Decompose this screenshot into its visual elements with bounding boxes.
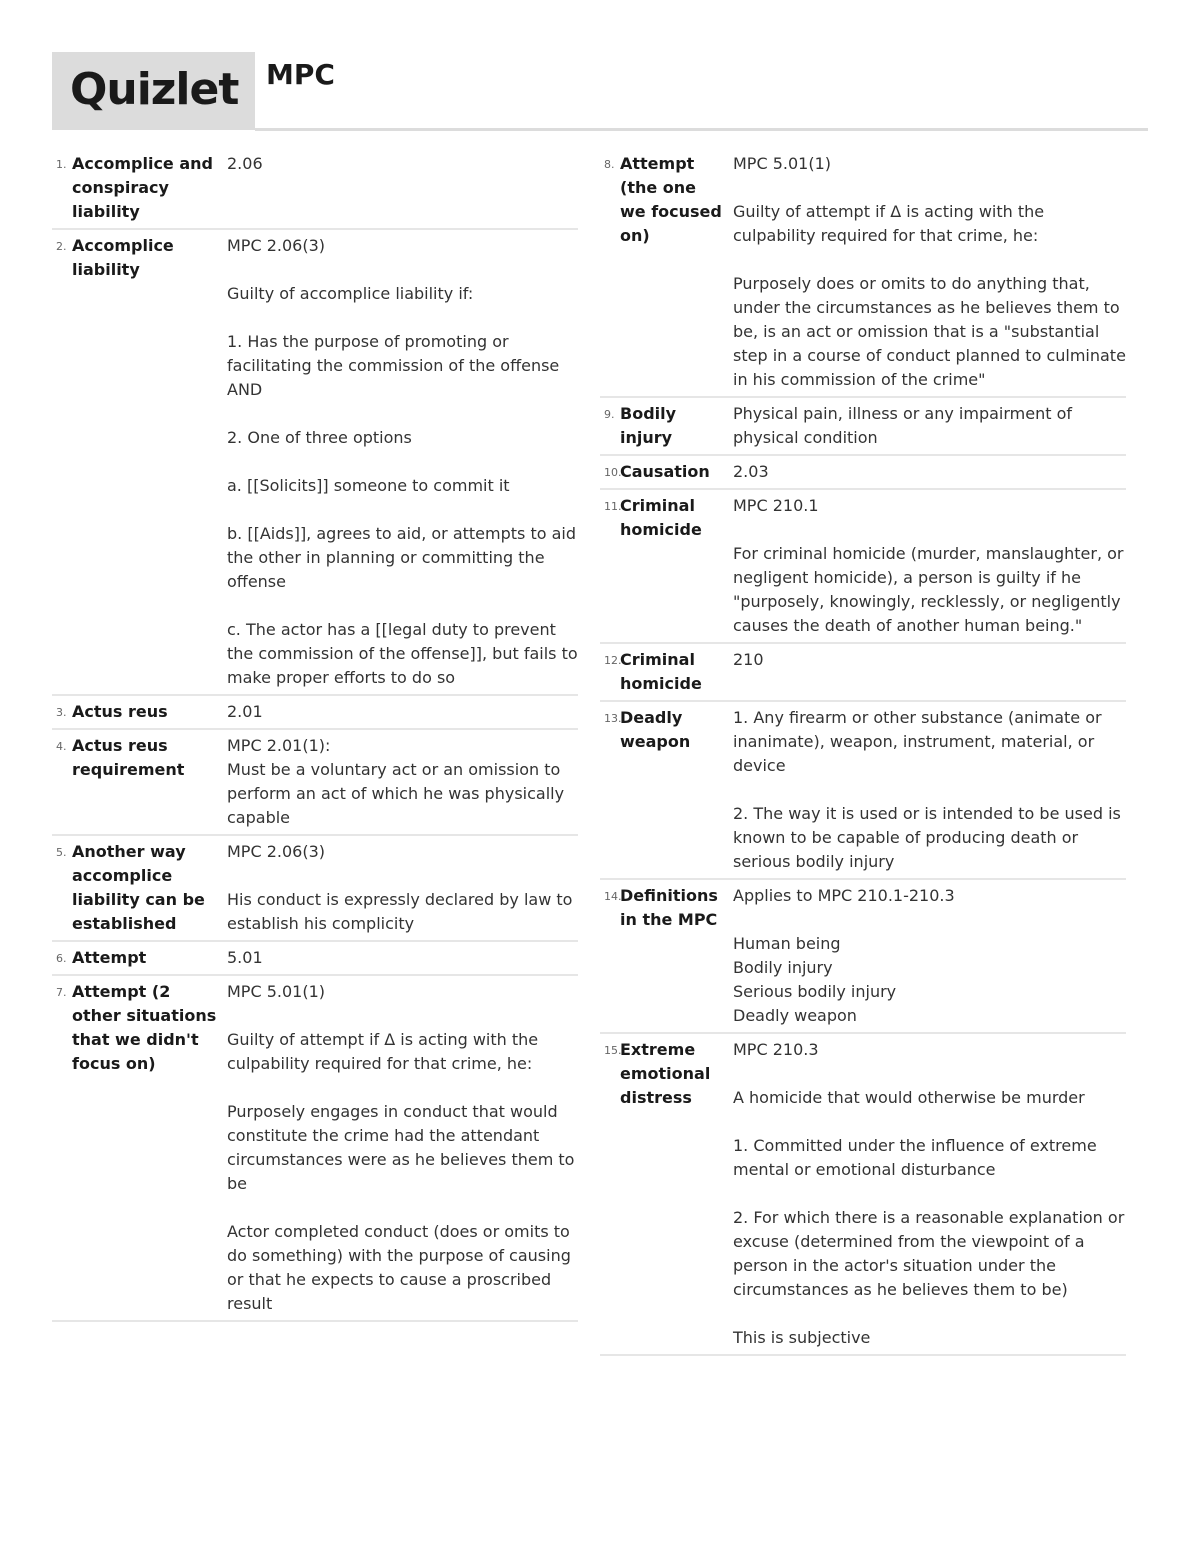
- card-term: Actus reus requirement: [72, 736, 185, 779]
- card-number: 15.: [604, 1044, 622, 1057]
- card-term: Attempt (2 other situations that we didn't focus on): [72, 982, 217, 1073]
- card-term: Bodily injury: [620, 404, 677, 447]
- card-number: 7.: [56, 986, 67, 999]
- card-definition: Physical pain, illness or any impairment of physical condition: [733, 404, 1078, 447]
- card-term: Extreme emotional distress: [620, 1040, 711, 1107]
- card-definition: 2.01: [227, 702, 263, 721]
- card-definition: MPC 2.06(3) His conduct is expressly declared by law to establish his complicity: [227, 842, 573, 933]
- card-number: 8.: [604, 158, 615, 171]
- cards-column-right: [600, 148, 1126, 1356]
- card-term: Accomplice liability: [72, 236, 174, 279]
- flashcard: [600, 880, 1126, 1034]
- card-number: 5.: [56, 846, 67, 859]
- cards-column-left: [52, 148, 578, 1322]
- card-term: Attempt (the one we focused on): [620, 154, 722, 245]
- card-definition: 1. Any firearm or other substance (animate or inanimate), weapon, instrument, material, or device 2. The way it is used or is intended to be used is known to be capable of producing death or serious bodily injury: [733, 708, 1121, 871]
- card-number: 1.: [56, 158, 67, 171]
- card-definition: Applies to MPC 210.1-210.3 Human being Bodily injury Serious bodily injury Deadly weapon: [733, 886, 955, 1025]
- card-number: 13.: [604, 712, 622, 725]
- card-definition: MPC 5.01(1) Guilty of attempt if Δ is acting with the culpability required for that crime, he: Purposely does or omits to do anything that, under the circumstances as he believes them to be, is an act or omission that is a "substantial step in a course of conduct planned to culminate in his commission of the crime": [733, 154, 1126, 389]
- card-term: Causation: [620, 462, 710, 481]
- flashcard: [600, 148, 1126, 398]
- flashcard: [52, 230, 578, 696]
- quizlet-logo: [52, 52, 255, 130]
- card-definition: MPC 2.06(3) Guilty of accomplice liability if: 1. Has the purpose of promoting or facilitating the commission of the offense AND 2. One of three options a. [[Solicits]] someone to commit it b. [[Aids]], agrees to aid, or attempts to aid the other in planning or committing the offense c. The actor has a [[legal duty to prevent the commission of the offense]], but fails to make proper efforts to do so: [227, 236, 578, 687]
- card-definition: MPC 210.3 A homicide that would otherwise be murder 1. Committed under the influence of extreme mental or emotional disturbance 2. For which there is a reasonable explanation or excuse (determined from the viewpoint of a person in the actor's situation under the circumstances as he believes them to be) This is subjective: [733, 1040, 1125, 1347]
- flashcard: [52, 696, 578, 730]
- flashcard: [600, 702, 1126, 880]
- card-term: Attempt: [72, 948, 147, 967]
- card-number: 12.: [604, 654, 622, 667]
- card-term: Definitions in the MPC: [620, 886, 718, 929]
- card-number: 14.: [604, 890, 622, 903]
- card-number: 6.: [56, 952, 67, 965]
- card-definition: 2.03: [733, 462, 769, 481]
- flashcard: [600, 456, 1126, 490]
- flashcard: [52, 942, 578, 976]
- card-definition: MPC 210.1 For criminal homicide (murder, manslaughter, or negligent homicide), a person is guilty if he "purposely, knowingly, recklessly, or negligently causes the death of another human being.": [733, 496, 1124, 635]
- card-term: Actus reus: [72, 702, 168, 721]
- card-number: 11.: [604, 500, 622, 513]
- card-definition: MPC 5.01(1) Guilty of attempt if Δ is acting with the culpability required for that crime, he: Purposely engages in conduct that would constitute the crime had the attendant circumstances were as he believes them to be Actor completed conduct (does or omits to do something) with the purpose of causing or that he expects to cause a proscribed result: [227, 982, 575, 1313]
- card-number: 4.: [56, 740, 67, 753]
- flashcard: [600, 1034, 1126, 1356]
- card-number: 10.: [604, 466, 622, 479]
- card-term: Criminal homicide: [620, 496, 702, 539]
- card-term: Another way accomplice liability can be established: [72, 842, 205, 933]
- card-term: Criminal homicide: [620, 650, 702, 693]
- card-definition: 210: [733, 650, 764, 669]
- flashcard: [52, 976, 578, 1322]
- card-term: Accomplice and conspiracy liability: [72, 154, 213, 221]
- card-definition: 2.06: [227, 154, 263, 173]
- card-number: 3.: [56, 706, 67, 719]
- card-number: 9.: [604, 408, 615, 421]
- header-divider: [255, 128, 1148, 131]
- flashcard: [52, 730, 578, 836]
- logo-text: Quizlet: [70, 64, 239, 115]
- card-number: 2.: [56, 240, 67, 253]
- card-term: Deadly weapon: [620, 708, 691, 751]
- flashcard: [600, 644, 1126, 702]
- flashcard: [600, 398, 1126, 456]
- card-definition: MPC 2.01(1): Must be a voluntary act or an omission to perform an act of which he was physically capable: [227, 736, 565, 827]
- flashcard: [52, 148, 578, 230]
- set-title: MPC: [266, 58, 335, 91]
- flashcard: [600, 490, 1126, 644]
- flashcard: [52, 836, 578, 942]
- card-definition: 5.01: [227, 948, 263, 967]
